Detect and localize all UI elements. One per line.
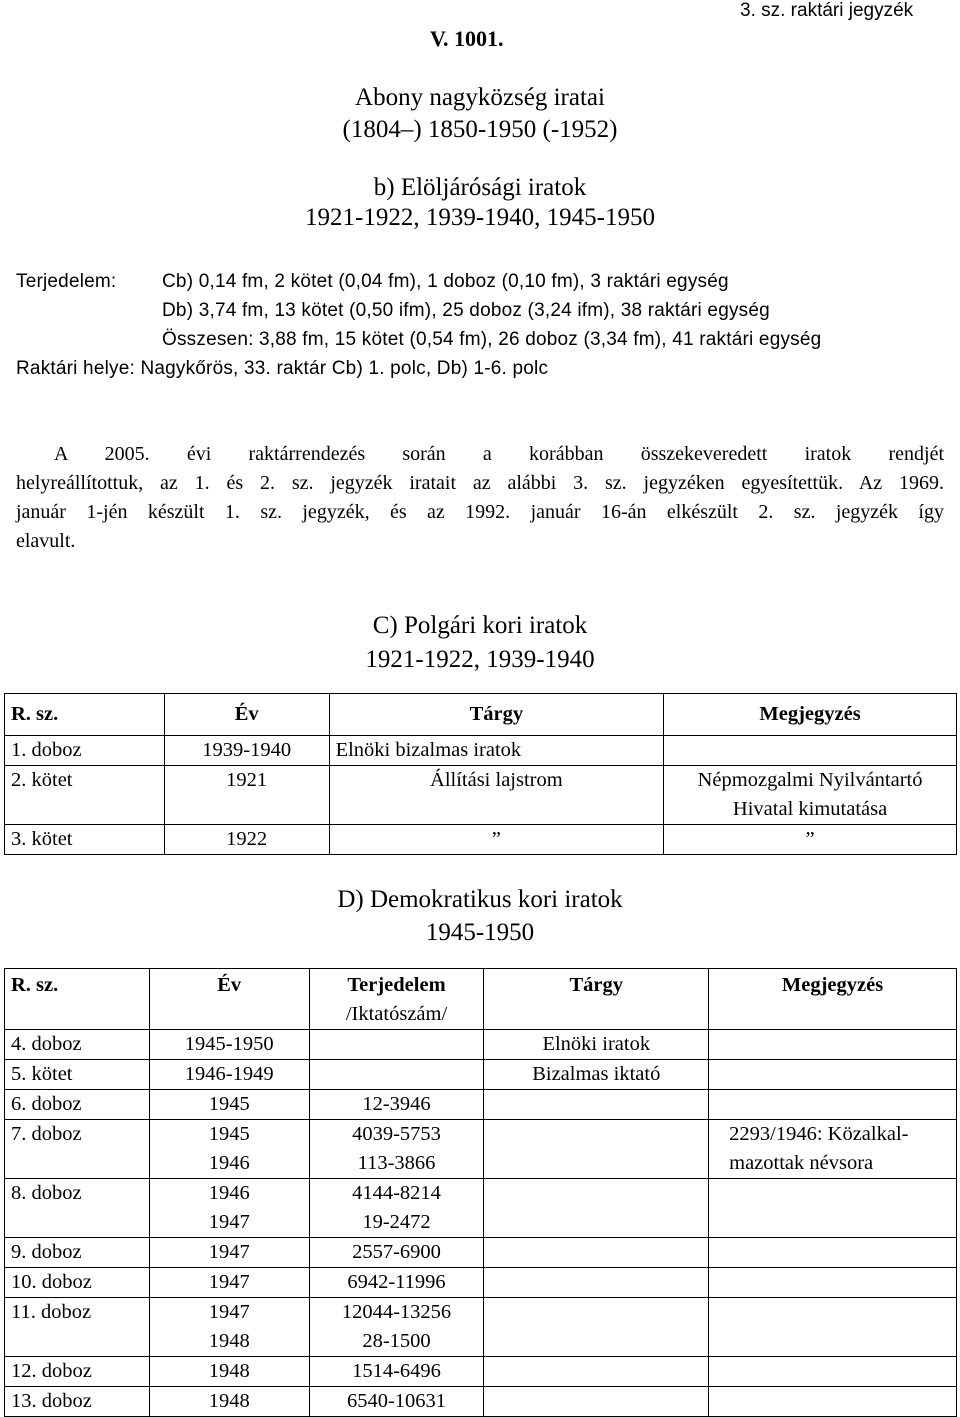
cell-terjedelem	[309, 1030, 484, 1060]
cell-terjedelem	[309, 1090, 484, 1120]
cell-ev	[149, 1268, 309, 1298]
inventory-label: 3. sz. raktári jegyzék	[740, 0, 914, 21]
cell-line: 1945-1950	[184, 1033, 274, 1055]
cell-rsz: 9. doboz	[5, 1238, 150, 1268]
cell-ev	[149, 1120, 309, 1179]
cell-megjegyzes	[664, 736, 957, 766]
cell-line: 4144-8214	[352, 1182, 441, 1204]
table-row	[5, 1298, 957, 1357]
cell-rsz: 13. doboz	[5, 1387, 150, 1417]
table-header-row	[5, 969, 957, 1030]
cell-line: 2293/1946: Közalkal-	[729, 1123, 909, 1145]
cell-line: 28-1500	[362, 1330, 431, 1352]
section-d-heading: D) Demokratikus kori iratok	[337, 886, 623, 913]
extent-cb: Cb) 0,14 fm, 2 kötet (0,04 fm), 1 doboz (0,10 fm), 3 raktári egység	[162, 271, 729, 292]
cell-targy	[484, 1238, 709, 1268]
cell-ev	[149, 1238, 309, 1268]
cell-ev	[149, 1060, 309, 1090]
cell-megjegyzes: ”	[664, 825, 957, 855]
cell-ev: 1921	[164, 766, 329, 825]
cell-megjegyzes	[664, 766, 957, 825]
note-paragraph	[16, 440, 944, 556]
note-line: A 2005. évi raktárrendezés során a korábban összekeveredett iratok rendjét	[54, 443, 944, 465]
cell-targy: Elnöki bizalmas iratok	[329, 736, 664, 766]
cell-targy: Elnöki iratok	[484, 1030, 709, 1060]
table-row	[5, 1238, 957, 1268]
column-header-targy: Tárgy	[329, 694, 664, 736]
storage-location: Raktári helye: Nagykőrös, 33. raktár Cb) 1. polc, Db) 1-6. polc	[16, 358, 549, 379]
cell-terjedelem	[309, 1387, 484, 1417]
cell-line: 1948	[208, 1330, 250, 1352]
cell-ev: 1939-1940	[164, 736, 329, 766]
cell-megjegyzes	[709, 1030, 957, 1060]
section-c-table	[4, 693, 957, 855]
cell-targy: ”	[329, 825, 664, 855]
cell-targy	[484, 1120, 709, 1179]
document-date-range: (1804–) 1850-1950 (-1952)	[342, 116, 618, 143]
document-title: Abony nagyközség iratai	[355, 84, 605, 111]
section-b-heading: b) Elöljárósági iratok	[373, 174, 587, 201]
column-header-rsz: R. sz.	[5, 969, 150, 1030]
cell-megjegyzes	[709, 1120, 957, 1179]
note-line: helyreállítottuk, az 1. és 2. sz. jegyzék iratait az alábbi 3. sz. jegyzéken egyesítettük. Az 1969.	[16, 472, 944, 494]
cell-line: 2557-6900	[352, 1241, 441, 1263]
cell-ev: 1922	[164, 825, 329, 855]
column-header-targy: Tárgy	[484, 969, 709, 1030]
cell-rsz: 5. kötet	[5, 1060, 150, 1090]
table-row	[5, 1030, 957, 1060]
cell-ev	[149, 1298, 309, 1357]
cell-rsz: 10. doboz	[5, 1268, 150, 1298]
cell-megjegyzes	[709, 1060, 957, 1090]
cell-line: 4039-5753	[352, 1123, 441, 1145]
cell-megjegyzes	[709, 1387, 957, 1417]
cell-megjegyzes	[709, 1090, 957, 1120]
cell-terjedelem	[309, 1268, 484, 1298]
cell-line: 1947	[208, 1241, 250, 1263]
note-line: Hivatal kimutatása	[732, 798, 888, 820]
cell-targy	[484, 1090, 709, 1120]
cell-terjedelem	[309, 1298, 484, 1357]
extent-label: Terjedelem:	[16, 271, 117, 292]
cell-megjegyzes	[709, 1238, 957, 1268]
cell-line	[316, 1030, 478, 1059]
cell-rsz: 8. doboz	[5, 1179, 150, 1238]
cell-line: 1947	[208, 1211, 250, 1233]
cell-ev	[149, 1357, 309, 1387]
cell-line: 6540-10631	[346, 1390, 447, 1412]
cell-line: 1945	[208, 1093, 250, 1115]
section-d-table	[4, 968, 957, 1417]
table-header-row	[5, 694, 957, 736]
cell-line: 1946	[208, 1182, 250, 1204]
cell-line: 6942-11996	[347, 1271, 446, 1293]
cell-line: mazottak névsora	[729, 1152, 874, 1174]
cell-targy: Bizalmas iktató	[484, 1060, 709, 1090]
cell-rsz: 2. kötet	[5, 766, 165, 825]
cell-targy	[484, 1298, 709, 1357]
cell-megjegyzes	[709, 1268, 957, 1298]
table-row	[5, 1179, 957, 1238]
cell-line: 1514-6496	[352, 1360, 441, 1382]
note-line: elavult.	[16, 530, 76, 552]
cell-targy: Állítási lajstrom	[329, 766, 664, 825]
cell-line: 12-3946	[362, 1093, 431, 1115]
section-c-heading: C) Polgári kori iratok	[372, 612, 588, 639]
cell-line	[316, 1060, 478, 1089]
note-line: Népmozgalmi Nyilvántartó	[697, 769, 923, 791]
extent-total: Összesen: 3,88 fm, 15 kötet (0,54 fm), 26 doboz (3,34 fm), 41 raktári egység	[162, 329, 822, 350]
cell-ev	[149, 1090, 309, 1120]
column-header-terjedelem	[309, 969, 484, 1030]
cell-line: 113-3866	[357, 1152, 436, 1174]
cell-rsz: 3. kötet	[5, 825, 165, 855]
table-row	[5, 1060, 957, 1090]
cell-line: 1947	[208, 1271, 250, 1293]
extent-db: Db) 3,74 fm, 13 kötet (0,50 ifm), 25 doboz (3,24 ifm), 38 raktári egység	[162, 300, 770, 321]
column-header-rsz: R. sz.	[5, 694, 165, 736]
cell-line: 1947	[208, 1301, 250, 1323]
note-line: január 1-jén készült 1. sz. jegyzék, és az 1992. január 16-án elkészült 2. sz. jegyzék így	[16, 501, 944, 523]
section-b-years: 1921-1922, 1939-1940, 1945-1950	[305, 204, 655, 231]
cell-rsz: 11. doboz	[5, 1298, 150, 1357]
cell-megjegyzes	[709, 1357, 957, 1387]
cell-targy	[484, 1357, 709, 1387]
table-row	[5, 825, 957, 855]
cell-line: 19-2472	[362, 1211, 431, 1233]
table-row	[5, 1090, 957, 1120]
column-header-megjegyzes: Megjegyzés	[664, 694, 957, 736]
cell-line: 1946-1949	[184, 1063, 274, 1085]
column-header-terjedelem-label: Terjedelem	[347, 974, 446, 996]
cell-rsz: 4. doboz	[5, 1030, 150, 1060]
table-row	[5, 1268, 957, 1298]
column-header-ev: Év	[149, 969, 309, 1030]
table-row	[5, 766, 957, 825]
cell-ev	[149, 1030, 309, 1060]
cell-terjedelem	[309, 1179, 484, 1238]
cell-ev	[149, 1179, 309, 1238]
cell-ev	[149, 1387, 309, 1417]
cell-line: 1948	[208, 1390, 250, 1412]
table-row	[5, 736, 957, 766]
cell-megjegyzes	[709, 1179, 957, 1238]
table-row	[5, 1120, 957, 1179]
section-d-years: 1945-1950	[425, 919, 535, 946]
cell-line: 1948	[208, 1360, 250, 1382]
table-row	[5, 1387, 957, 1417]
cell-rsz: 6. doboz	[5, 1090, 150, 1120]
cell-targy	[484, 1179, 709, 1238]
cell-rsz: 12. doboz	[5, 1357, 150, 1387]
cell-rsz: 7. doboz	[5, 1120, 150, 1179]
reference-number: V. 1001.	[430, 26, 504, 51]
cell-line: 12044-13256	[341, 1301, 452, 1323]
cell-terjedelem	[309, 1060, 484, 1090]
cell-targy	[484, 1268, 709, 1298]
cell-terjedelem	[309, 1238, 484, 1268]
table-row	[5, 1357, 957, 1387]
column-header-iktatoszam: /Iktatószám/	[345, 1003, 448, 1025]
column-header-ev: Év	[164, 694, 329, 736]
cell-targy	[484, 1387, 709, 1417]
cell-megjegyzes	[709, 1298, 957, 1357]
section-c-years: 1921-1922, 1939-1940	[365, 646, 595, 673]
cell-terjedelem	[309, 1120, 484, 1179]
cell-rsz: 1. doboz	[5, 736, 165, 766]
column-header-megjegyzes: Megjegyzés	[709, 969, 957, 1030]
cell-line: 1946	[208, 1152, 250, 1174]
cell-terjedelem	[309, 1357, 484, 1387]
cell-line: 1945	[208, 1123, 250, 1145]
